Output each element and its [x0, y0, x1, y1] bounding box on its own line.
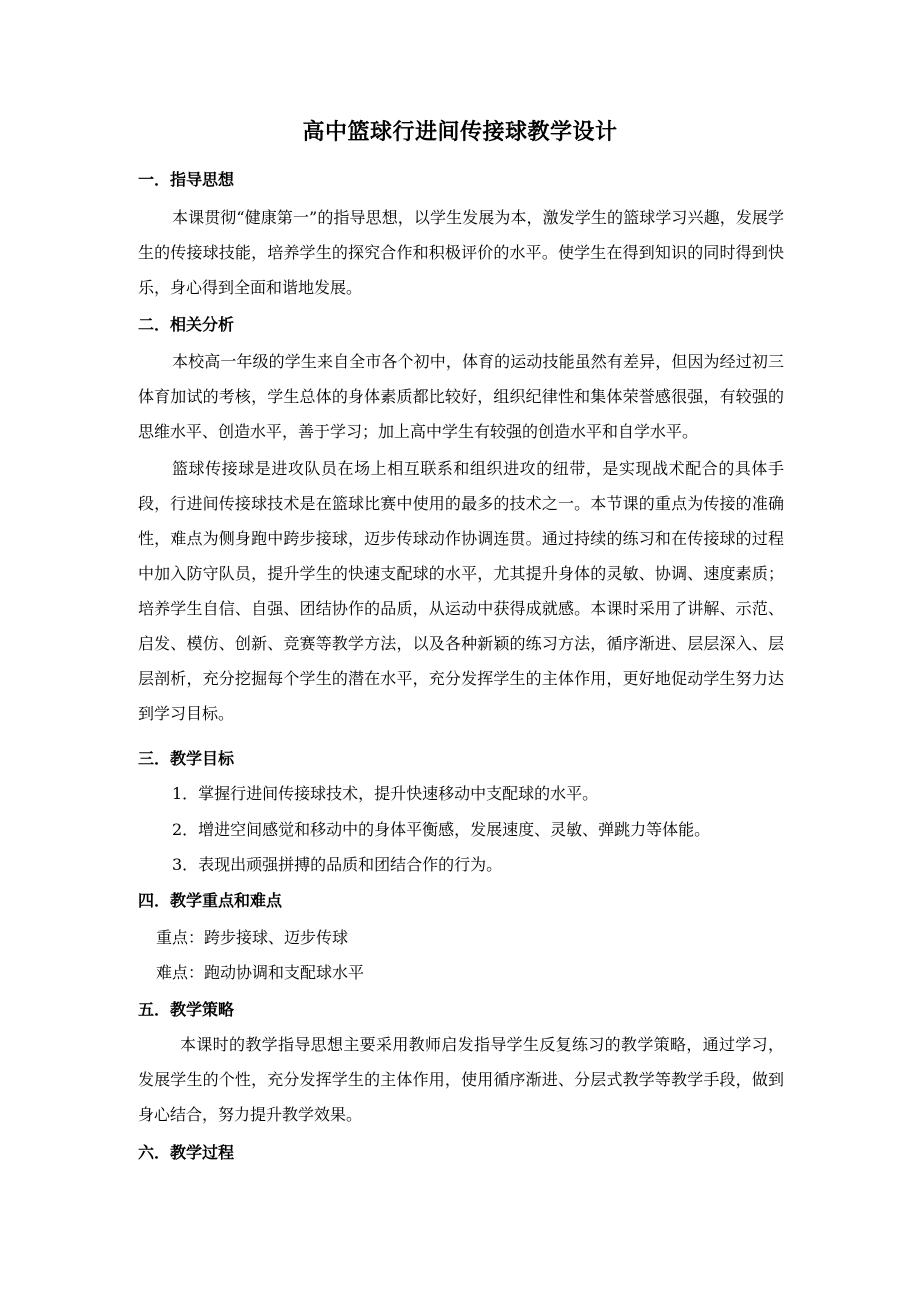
- section-paragraph: 篮球传接球是进攻队员在场上相互联系和组织进攻的纽带，是实现战术配合的具体手段，行进间传接球技术是在篮球比赛中使用的最多的技术之一。本节课的重点为传接的准确性，难点为侧身跑中跨步接球，迈步传球动作协调连贯。通过持续的练习和在传接球的过程中加入防守队员，提升学生的快速支配球的水平，尤其提升身体的灵敏、协调、速度素质；培养学生自信、自强、团结协作的品质，从运动中获得成就感。本课时采用了讲解、示范、启发、模仿、创新、竞赛等教学方法，以及各种新颖的练习方法，循序渐进、层层深入、层层剖析，充分挖掘每个学生的潜在水平，充分发挥学生的主体作用，更好地促动学生努力达到学习目标。: [138, 459, 784, 723]
- goal-item: 1．掌握行进间传接球技术，提升快速移动中支配球的水平。: [172, 784, 599, 803]
- section-paragraph: 本课时的教学指导思想主要采用教师启发指导学生反复练习的教学策略，通过学习，发展学生的个性，充分发挥学生的主体作用，使用循序渐进、分层式教学等教学手段，做到身心结合，努力提升教学效果。: [138, 1035, 784, 1124]
- section-heading-related-analysis: 二．相关分析: [138, 315, 235, 334]
- section-heading-teaching-goals: 三．教学目标: [138, 749, 235, 768]
- goal-item: 2．增进空间感觉和移动中的身体平衡感，发展速度、灵敏、弹跳力等体能。: [172, 820, 711, 839]
- difficult-point-item: 难点：跑动协调和支配球水平: [156, 963, 365, 982]
- document-title: 高中篮球行进间传接球教学设计: [302, 119, 618, 145]
- section-heading-key-and-difficult-points: 四．教学重点和难点: [138, 891, 283, 910]
- section-paragraph: 本课贯彻“健康第一”的指导思想，以学生发展为本，激发学生的篮球学习兴趣，发展学生的传接球技能，培养学生的探究合作和积极评价的水平。使学生在得到知识的同时得到快乐，身心得到全面和谐地发展。: [138, 208, 784, 297]
- section-heading-teaching-process: 六．教学过程: [138, 1143, 235, 1162]
- section-heading-guiding-ideology: 一．指导思想: [138, 170, 235, 189]
- key-point-item: 重点：跨步接球、迈步传球: [156, 928, 349, 947]
- goal-item: 3．表现出顽强拼搏的品质和团结合作的行为。: [172, 855, 503, 874]
- section-heading-teaching-strategy: 五．教学策略: [138, 1000, 235, 1019]
- section-paragraph: 本校高一年级的学生来自全市各个初中，体育的运动技能虽然有差异，但因为经过初三体育加试的考核，学生总体的身体素质都比较好，组织纪律性和集体荣誉感很强，有较强的思维水平、创造水平，善于学习；加上高中学生有较强的创造水平和自学水平。: [138, 352, 784, 441]
